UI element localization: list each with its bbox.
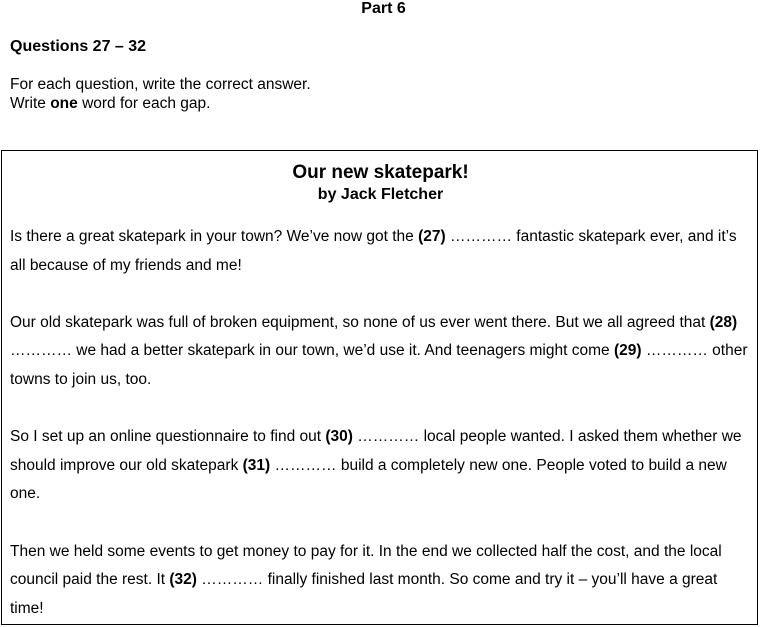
text: build a completely new one. People voted to build a new one. [10,456,727,503]
text: Is there a great skatepark in your town? We’ve now got the [10,228,419,245]
questions-heading: Questions 27 – 32 [10,38,147,55]
question-number-27: (27) [418,228,446,245]
text: local people wanted. I asked them whether we should improve our old skatepark [10,428,742,474]
answer-gap-31[interactable]: ………… [274,456,337,474]
paragraph-3 [10,423,755,509]
text: So I set up an online questionnaire to find out [10,428,326,446]
instruction-text: Write [10,95,51,112]
question-number-32: (32) [169,571,197,589]
text: we had a better skatepark in our town, we’d use it. And teenagers might come [72,342,614,360]
article-byline: by Jack Fletcher [317,186,444,203]
text: fantastic skatepark ever, and it’s all because of my friends and me! [10,228,737,274]
text: other towns to join us, too. [10,342,748,388]
part-title: Part 6 [361,0,406,17]
question-number-29: (29) [613,342,642,360]
question-number-28: (28) [709,313,738,331]
question-number-30: (30) [325,428,353,446]
answer-gap-29[interactable]: ………… [645,342,708,360]
answer-gap-28[interactable]: ………… [10,342,72,360]
instruction-line-1: For each question, write the correct answer. [10,76,311,93]
paragraph-4 [10,538,755,624]
text: Our old skatepark was full of broken equipment, so none of us ever went there. But we all agreed that [10,313,710,331]
question-number-31: (31) [242,456,271,474]
paragraph-1 [10,223,755,280]
paragraph-2 [10,309,755,395]
article-title: Our new skatepark! [292,162,469,183]
instructions [10,75,311,113]
answer-gap-27[interactable]: ………… [450,228,512,245]
instruction-text: word for each gap. [77,95,211,112]
text: Then we held some events to get money to pay for it. In the end we collected half the cost, and the local council paid the rest. It [10,542,722,589]
instruction-line-2 [10,94,311,113]
article-box [1,150,758,625]
answer-gap-32[interactable]: ………… [201,571,264,589]
article-body [10,223,755,623]
instruction-emphasis: one [50,95,78,112]
text: finally finished last month. So come and try it – you’ll have a great time! [10,571,718,617]
answer-gap-30[interactable]: ………… [357,428,420,446]
